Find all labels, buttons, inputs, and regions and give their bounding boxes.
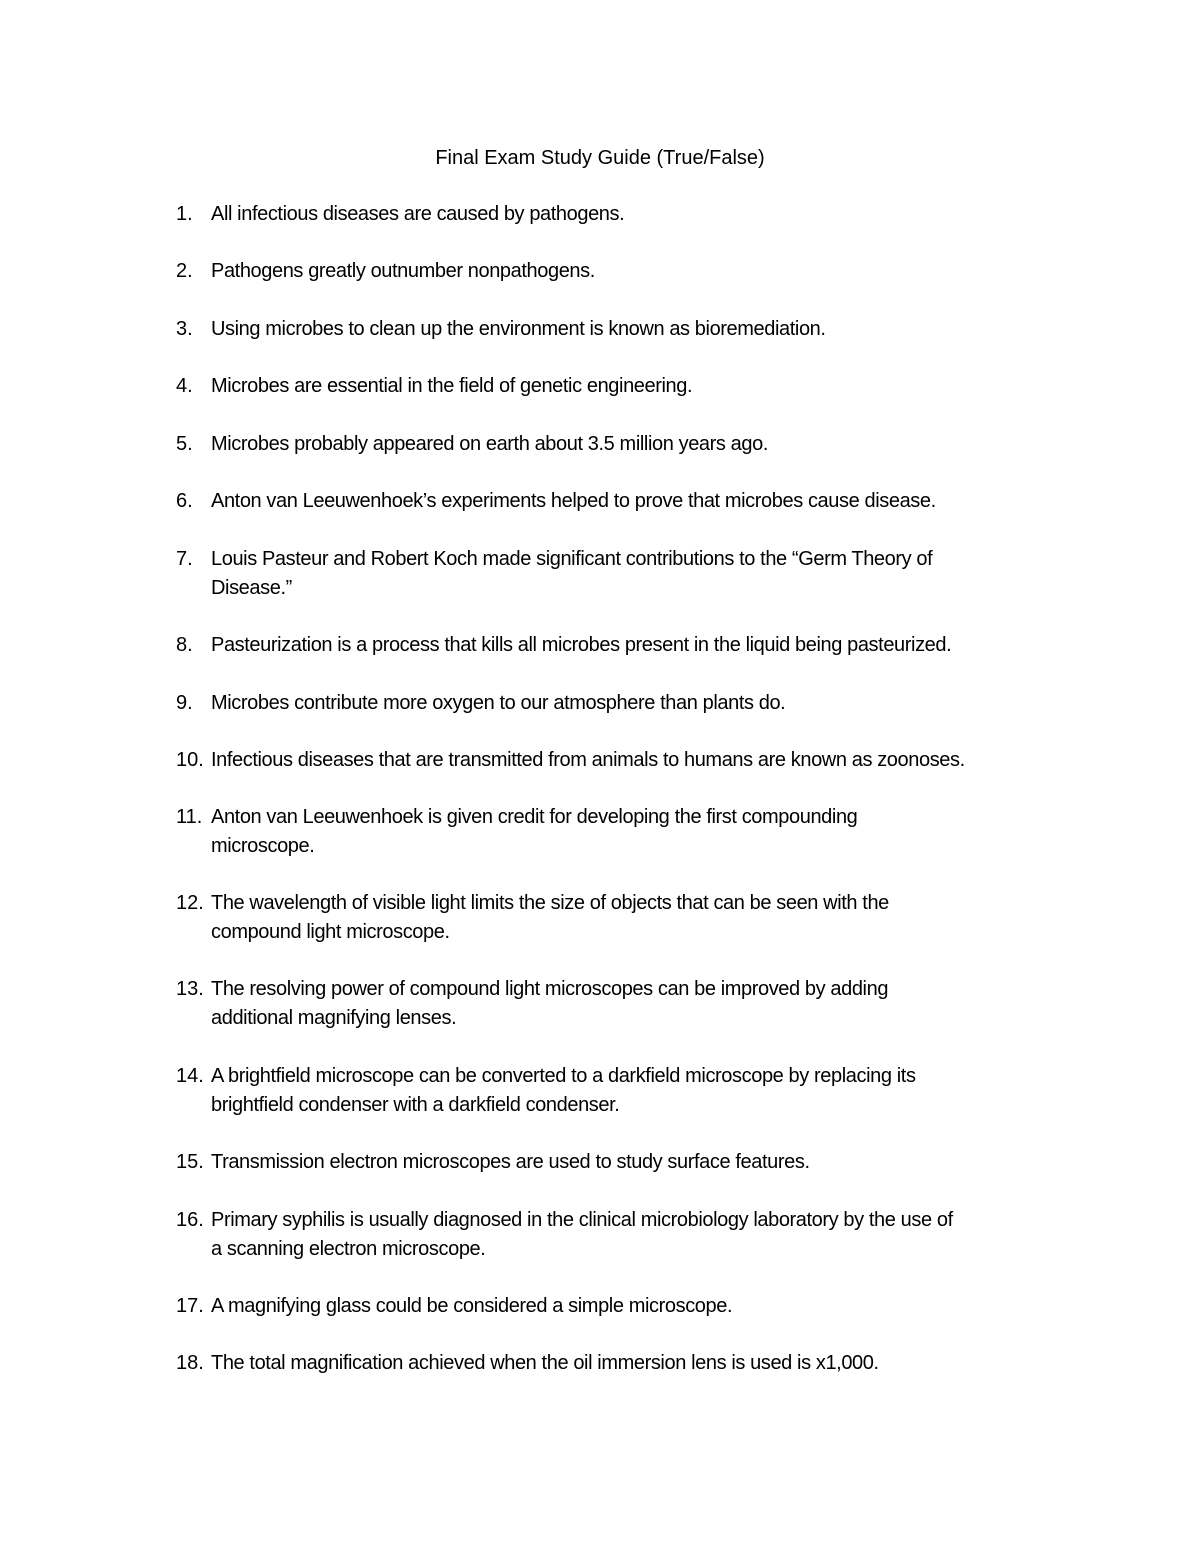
question-number: 16. — [176, 1209, 204, 1231]
question-text: Infectious diseases that are transmitted from animals to humans are known as zoonoses. — [211, 749, 965, 771]
question-number: 8. — [176, 634, 193, 656]
question-text: Anton van Leeuwenhoek is given credit for developing the first compounding microscope. — [211, 806, 858, 857]
question-number: 12. — [176, 892, 204, 914]
question-text: All infectious diseases are caused by pathogens. — [211, 203, 625, 225]
question-number: 6. — [176, 490, 193, 512]
question-text: A magnifying glass could be considered a simple microscope. — [211, 1295, 733, 1317]
question-text: Microbes are essential in the field of genetic engineering. — [211, 375, 693, 397]
question-text: Microbes probably appeared on earth about 3.5 million years ago. — [211, 433, 768, 455]
question-text: Anton van Leeuwenhoek’s experiments helped to prove that microbes cause disease. — [211, 490, 936, 512]
question-text: Using microbes to clean up the environment is known as bioremediation. — [211, 318, 826, 340]
question-text: The wavelength of visible light limits the size of objects that can be seen with the compound light microscope. — [211, 892, 889, 943]
question-text: Louis Pasteur and Robert Koch made significant contributions to the “Germ Theory of Disease.” — [211, 548, 933, 599]
question-number: 15. — [176, 1151, 204, 1173]
question-text: Pasteurization is a process that kills all microbes present in the liquid being pasteurized. — [211, 634, 952, 656]
question-number: 13. — [176, 978, 204, 1000]
question-number: 5. — [176, 433, 193, 455]
question-text: Microbes contribute more oxygen to our atmosphere than plants do. — [211, 692, 786, 714]
question-text: Transmission electron microscopes are used to study surface features. — [211, 1151, 810, 1173]
question-number: 2. — [176, 260, 193, 282]
question-number: 1. — [176, 203, 193, 225]
question-number: 9. — [176, 692, 193, 714]
question-text: The total magnification achieved when the oil immersion lens is used is x1,000. — [211, 1352, 879, 1374]
document-title: Final Exam Study Guide (True/False) — [435, 147, 765, 169]
question-number: 3. — [176, 318, 193, 340]
question-number: 7. — [176, 548, 193, 570]
question-text: The resolving power of compound light microscopes can be improved by adding additional magnifying lenses. — [211, 978, 889, 1029]
question-number: 14. — [176, 1065, 204, 1087]
question-text: Primary syphilis is usually diagnosed in the clinical microbiology laboratory by the use of a scanning electron microscope. — [211, 1209, 953, 1260]
question-text: A brightfield microscope can be converted to a darkfield microscope by replacing its brightfield condenser with a darkfield condenser. — [211, 1065, 916, 1116]
question-number: 18. — [176, 1352, 204, 1374]
question-number: 17. — [176, 1295, 204, 1317]
question-number: 11. — [176, 806, 203, 828]
question-number: 10. — [176, 749, 204, 771]
question-text: Pathogens greatly outnumber nonpathogens. — [211, 260, 595, 282]
question-number: 4. — [176, 375, 193, 397]
